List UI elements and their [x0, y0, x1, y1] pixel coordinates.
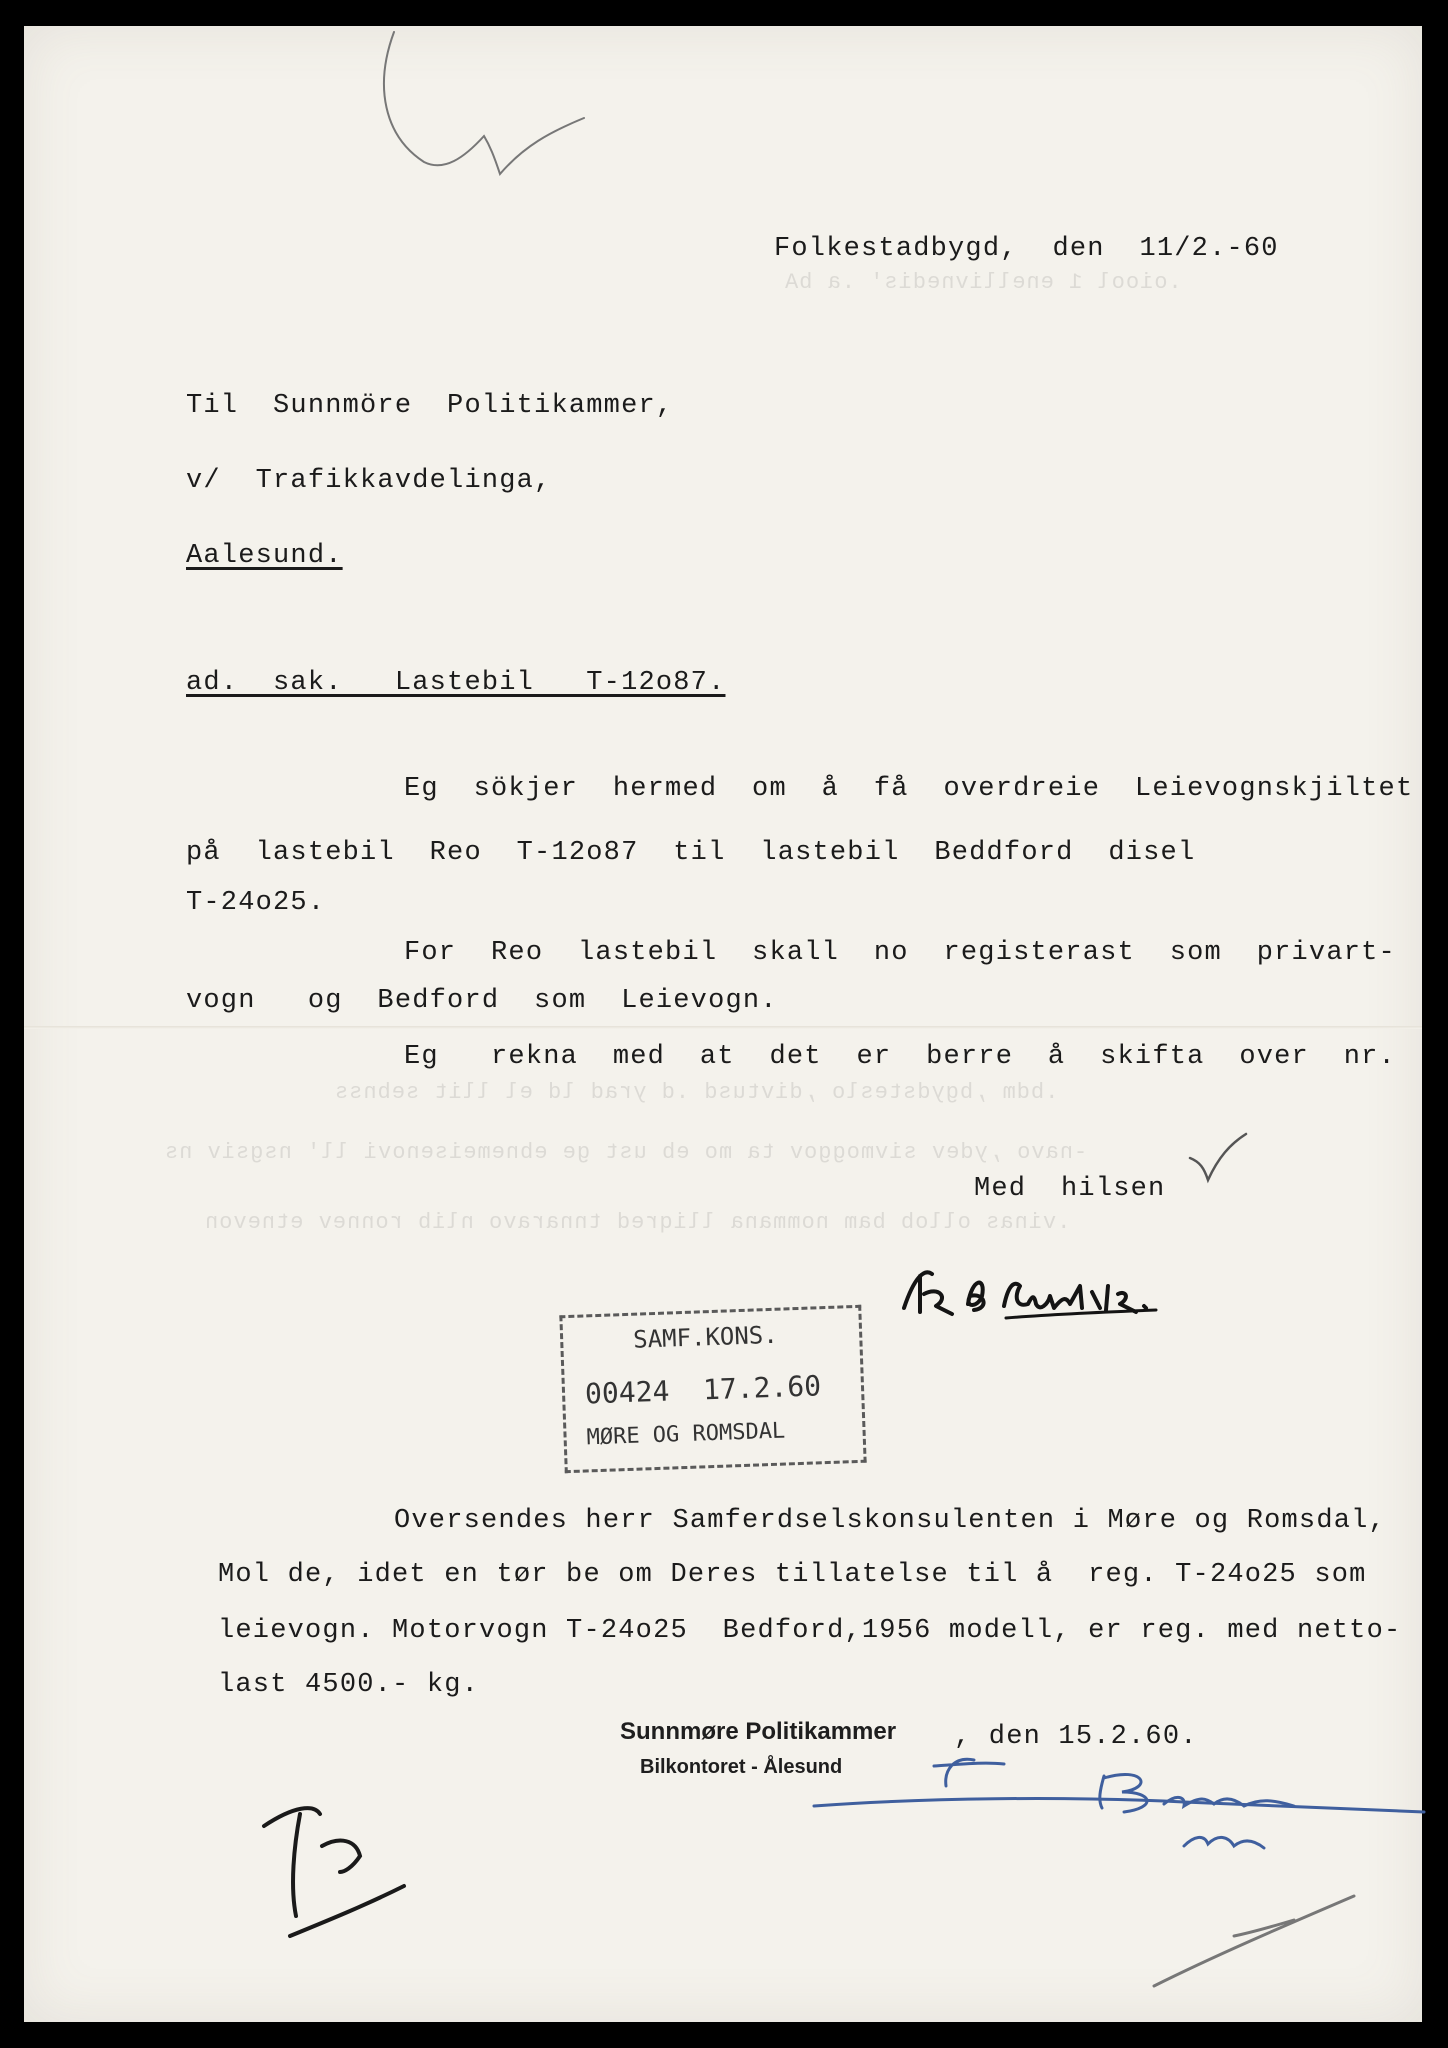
received-stamp	[559, 1305, 866, 1473]
show-through-text: -navo ,ydev sivmoggov ta mo eb ust ge ebnemeisenovi ll' nsgsiv ns	[164, 1140, 1088, 1165]
body-line-1: Eg sökjer hermed om å få overdreie Leievognskjiltet	[404, 774, 1414, 804]
body-line-3: T-24o25.	[186, 888, 326, 918]
body-line-4: For Reo lastebil skall no registerast som privart-	[404, 938, 1396, 968]
place-date: Folkestadbygd, den 11/2.-60	[774, 234, 1279, 264]
handwritten-initials	[244, 1786, 424, 1946]
blue-signature	[804, 1726, 1444, 1866]
recipient-line-1: Til Sunnmöre Politikammer,	[186, 391, 674, 421]
endorsement-line-3: leievogn. Motorvogn T-24o25 Bedford,1956 modell, er reg. med netto-	[218, 1616, 1402, 1646]
office-stamp-line-1: Sunnmøre Politikammer	[620, 1718, 897, 1745]
pencil-strike	[1134, 1876, 1364, 1996]
page-fold	[24, 1026, 1422, 1029]
body-line-6: Eg rekna med at det er berre å skifta over nr.	[404, 1042, 1396, 1072]
show-through-text: .oiool 1 enellivnedis' .a bA	[784, 270, 1182, 295]
show-through-text: .vinas ollob bam nommana lliqred tnnaravo nlib ronnev etnevon	[204, 1210, 1071, 1235]
check-mark-icon	[1184, 1128, 1254, 1188]
body-line-5: vogn og Bedford som Leievogn.	[186, 986, 778, 1016]
office-stamp-line-2: Bilkontoret - Ålesund	[640, 1756, 843, 1778]
received-stamp-line-2: 00424 17.2.60	[584, 1369, 822, 1411]
body-line-2: på lastebil Reo T-12o87 til lastebil Beddford disel	[186, 838, 1196, 868]
endorsement-line-4: last 4500.- kg.	[218, 1670, 480, 1700]
pencil-mark	[354, 26, 614, 186]
endorsement-line-1: Oversendes herr Samferdselskonsulenten i Møre og Romsdal,	[394, 1506, 1386, 1536]
recipient-line-2: v/ Trafikkavdelinga,	[186, 466, 552, 496]
recipient-line-3: Aalesund.	[186, 541, 343, 571]
endorsement-line-2: Mol de, idet en tør be om Deres tillatelse til å reg. T-24o25 som	[218, 1560, 1367, 1590]
received-stamp-line-1: SAMF.KONS.	[632, 1320, 779, 1354]
show-through-text: .bdm ,bgydsteslo ,divtusd .d yrad ld el llit sebnss	[334, 1080, 1059, 1105]
received-stamp-line-3: MØRE OG ROMSDAL	[586, 1418, 786, 1451]
closing: Med hilsen	[974, 1174, 1166, 1204]
handwritten-signature	[894, 1256, 1194, 1336]
subject-line: ad. sak. Lastebil T-12o87.	[186, 668, 726, 698]
document-page	[24, 26, 1422, 2022]
endorsement-date: , den 15.2.60.	[954, 1722, 1198, 1752]
